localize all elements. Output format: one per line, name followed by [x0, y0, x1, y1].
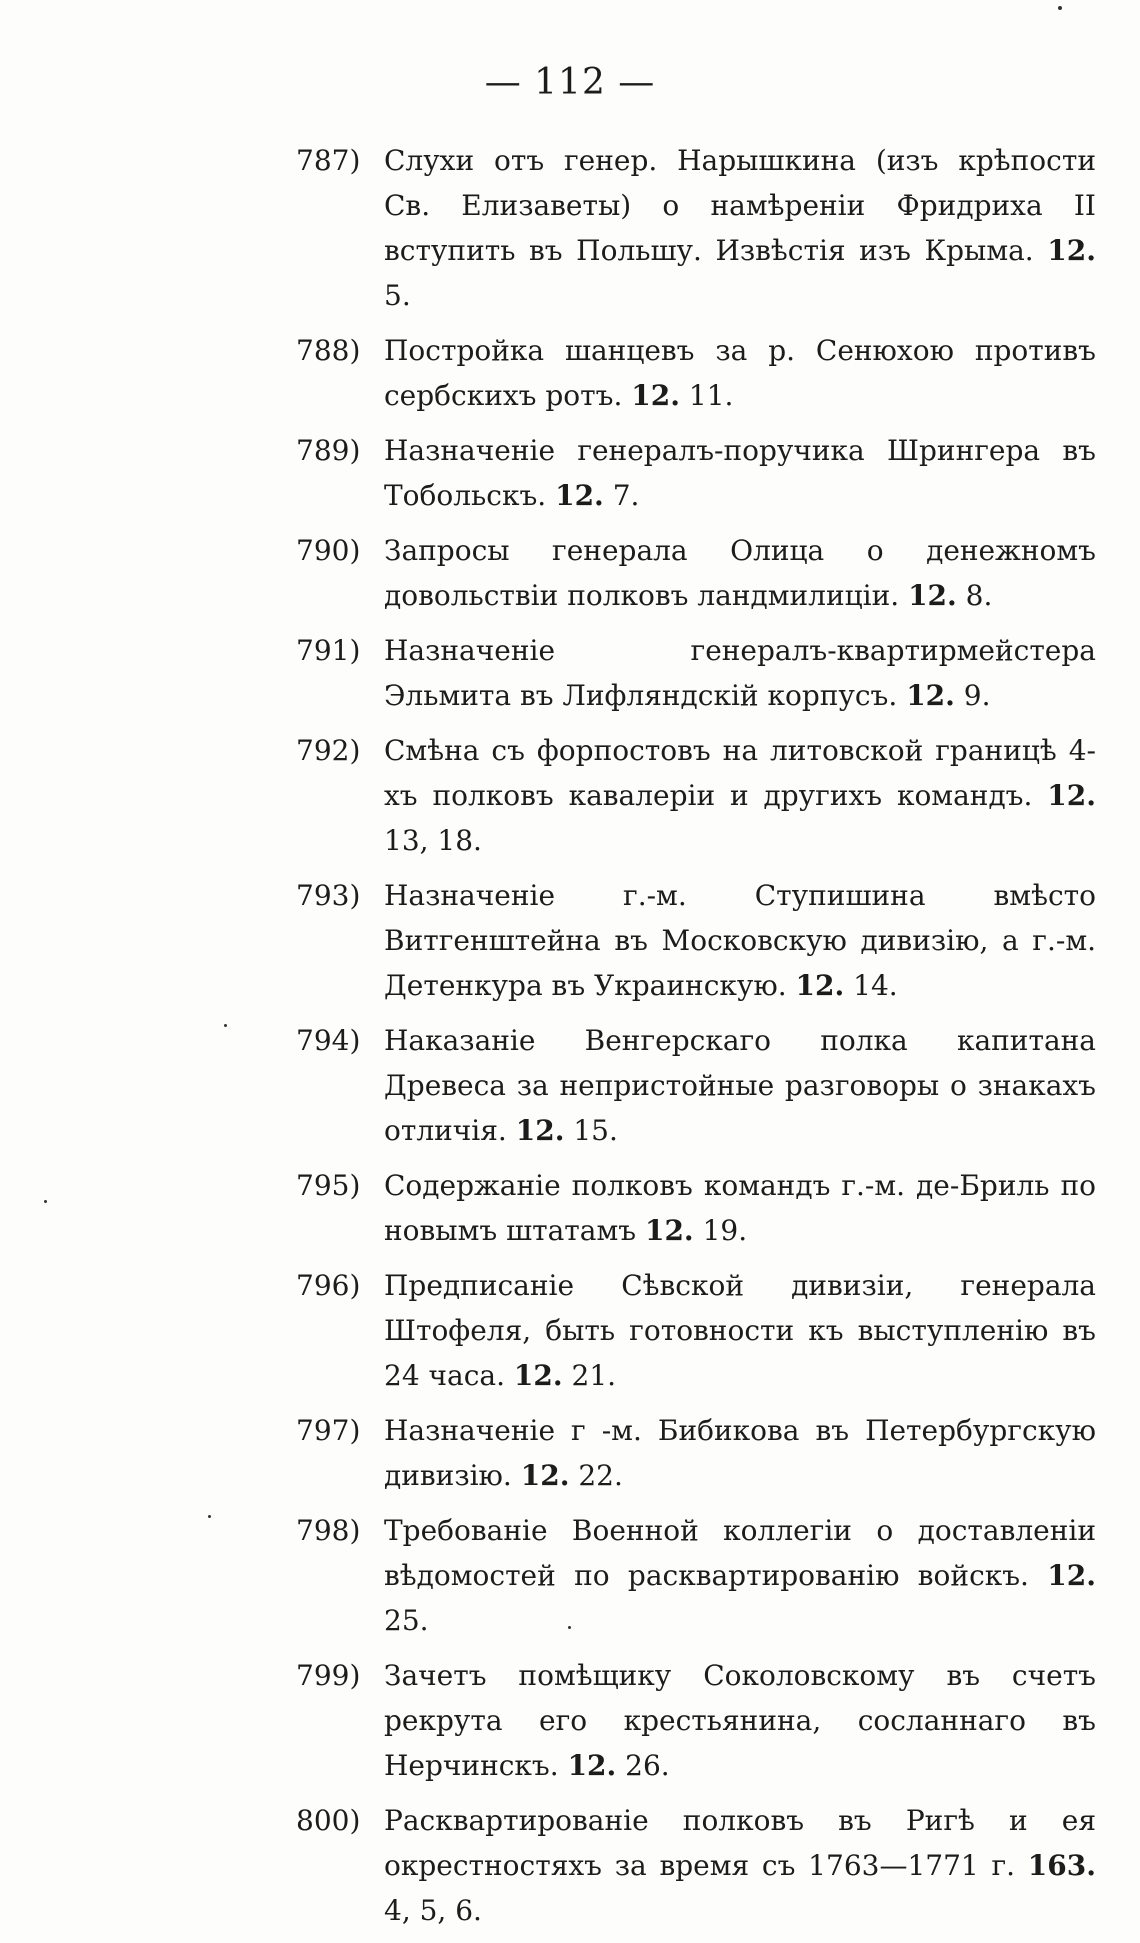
entry-text: [384, 1408, 1096, 1498]
entry-number: 798): [296, 1514, 361, 1547]
entry-text: [384, 428, 1096, 518]
entry-reference: 12.: [795, 969, 845, 1002]
entry-reference: 12.: [644, 1214, 694, 1247]
entry-reference: 12.: [906, 679, 955, 712]
entry-description: Зачетъ помѣщику Соколовскому въ счетъ рекрута его крестьянина, сосланнаго въ Нерчинскъ.: [384, 1659, 1096, 1782]
entry-number: 792): [296, 734, 361, 767]
entry-description: Требованіе Военной коллегіи о доставленіи вѣдомостей по расквартированію войскъ.: [384, 1514, 1096, 1592]
entry-sheets: 14.: [844, 969, 898, 1002]
entry-description: Слухи отъ генер. Нарышкина (изъ крѣпости Св. Елизаветы) о намѣреніи Фридриха II вступить въ Польшу. Извѣстія изъ Крыма.: [384, 144, 1096, 267]
entry-description: Содержаніе полковъ командъ г.-м. де-Бриль по новымъ штатамъ: [384, 1169, 1096, 1247]
entry-text: [384, 728, 1096, 863]
entry-sheets: 26.: [616, 1749, 670, 1782]
scan-speck: [1058, 6, 1062, 10]
entry-sheets: 4, 5, 6.: [384, 1894, 482, 1927]
entry-text: [384, 1653, 1096, 1788]
entry-description: Назначеніе г.-м. Ступишина вмѣсто Витгенштейна въ Московскую дивизію, а г.-м. Детенкура въ Украинскую.: [384, 879, 1096, 1002]
list-item: [296, 528, 1096, 618]
list-item: [296, 1408, 1096, 1498]
entry-reference: 163.: [1027, 1849, 1096, 1882]
entry-reference: 12.: [1047, 234, 1097, 267]
entry-reference: 12.: [555, 479, 604, 512]
entry-sheets: 13, 18.: [384, 824, 482, 857]
entry-text: [384, 628, 1096, 718]
entry-description: Постройка шанцевъ за р. Сенюхою противъ сербскихъ ротъ.: [384, 334, 1096, 412]
entry-reference: 12.: [1047, 1559, 1096, 1592]
entry-number: 794): [296, 1024, 361, 1057]
entry-sheets: 5.: [384, 279, 411, 312]
scan-speck: [208, 1515, 211, 1518]
list-item: [296, 328, 1096, 418]
entry-number: 799): [296, 1659, 361, 1692]
entry-reference: 12.: [908, 579, 957, 612]
entry-sheets: 22.: [569, 1459, 623, 1492]
list-item: [296, 728, 1096, 863]
entry-reference: 12.: [520, 1459, 570, 1492]
entry-sheets: 19.: [693, 1214, 748, 1247]
entry-reference: 12.: [513, 1359, 563, 1392]
entry-number: 787): [296, 144, 361, 177]
list-item: [296, 1653, 1096, 1788]
list-item: [296, 138, 1096, 318]
entry-sheets: 9.: [954, 679, 991, 712]
entry-reference: 12.: [515, 1114, 565, 1147]
entry-reference: 12.: [1047, 779, 1096, 812]
entry-number: 791): [296, 634, 361, 667]
entry-description: Запросы генерала Олица о денежномъ довольствіи полковъ ландмилиціи.: [384, 534, 1096, 612]
entry-sheets: 25.: [384, 1604, 429, 1637]
entry-description: Предписаніе Сѣвской дивизіи, генерала Штофеля, быть готовности къ выступленію въ 24 часа.: [384, 1269, 1096, 1392]
entry-number: 789): [296, 434, 361, 467]
entry-text: [384, 873, 1096, 1008]
entry-number: 790): [296, 534, 361, 567]
list-item: [296, 1163, 1096, 1253]
scan-speck: [568, 1626, 571, 1629]
entry-sheets: 8.: [956, 579, 993, 612]
entry-reference: 12.: [567, 1749, 617, 1782]
entry-sheets: 15.: [564, 1114, 618, 1147]
entry-text: [384, 1263, 1096, 1398]
list-item: [296, 1263, 1096, 1398]
entry-description: Смѣна съ форпостовъ на литовской границѣ 4-хъ полковъ кавалеріи и другихъ командъ.: [384, 734, 1096, 812]
list-item: [296, 628, 1096, 718]
entry-description: Расквартированіе полковъ въ Ригѣ и ея окрестностяхъ за время съ 1763—1771 г.: [384, 1804, 1096, 1882]
entry-number: 788): [296, 334, 361, 367]
entry-text: [384, 1508, 1096, 1643]
entry-sheets: 11.: [680, 379, 734, 412]
entry-sheets: 7.: [603, 479, 640, 512]
entry-description: Назначеніе генералъ-поручика Шрингера въ Тобольскъ.: [384, 434, 1096, 512]
entry-reference: 12.: [631, 379, 680, 412]
entry-list: [296, 138, 1096, 1943]
entry-number: 796): [296, 1269, 361, 1302]
list-item: [296, 428, 1096, 518]
list-item: [296, 1018, 1096, 1153]
page-number: — 112 —: [484, 62, 656, 103]
entry-number: 793): [296, 879, 361, 912]
list-item: [296, 873, 1096, 1008]
entry-text: [384, 1018, 1096, 1153]
entry-number: 795): [296, 1169, 361, 1202]
entry-sheets: 21.: [562, 1359, 617, 1392]
entry-number: 800): [296, 1804, 361, 1837]
entry-description: Назначеніе г -м. Бибикова въ Петербургскую дивизію.: [384, 1414, 1096, 1492]
entry-text: [384, 528, 1096, 618]
entry-number: 797): [296, 1414, 361, 1447]
entry-text: [384, 328, 1096, 418]
scan-speck: [44, 1200, 47, 1203]
list-item: [296, 1798, 1096, 1933]
entry-text: [384, 1798, 1096, 1933]
scan-speck: [224, 1024, 227, 1027]
entry-text: [384, 1163, 1096, 1253]
entry-text: [384, 138, 1096, 318]
entry-description: Наказаніе Венгерскаго полка капитана Древеса за непристойные разговоры о знакахъ отличія.: [384, 1024, 1096, 1147]
list-item: [296, 1508, 1096, 1643]
entry-description: Назначеніе генералъ-квартирмейстера Эльмита въ Лифляндскій корпусъ.: [384, 634, 1096, 712]
